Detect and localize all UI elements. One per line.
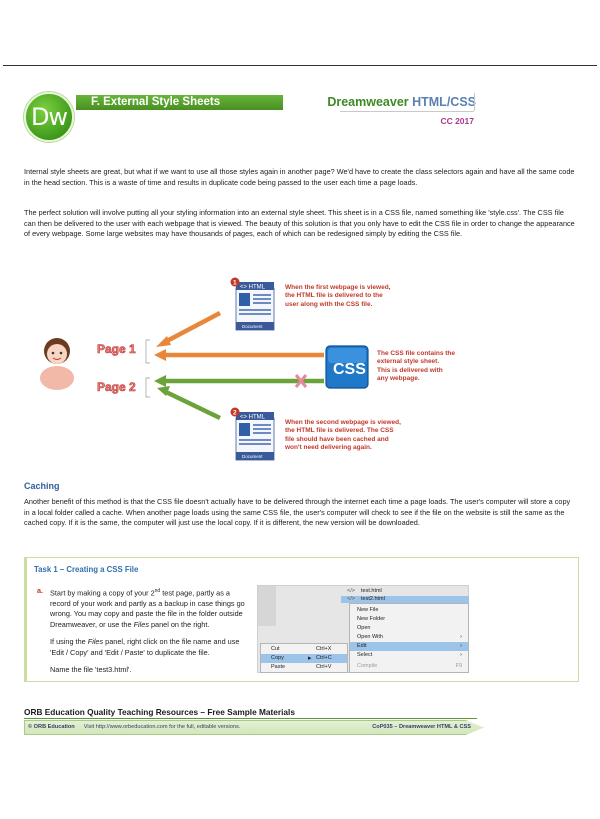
document-caption-1: Document [242, 324, 263, 329]
html-document-icon-1 [231, 278, 275, 331]
menu-item-open-with[interactable] [350, 633, 468, 642]
note-second-line-4: won't need delivering again. [285, 444, 372, 452]
menu-item-new-folder[interactable] [350, 615, 468, 624]
step-badge-2: 2 [233, 409, 237, 417]
document-caption-2: Document [242, 454, 263, 459]
mouse-cursor-icon: ▸ [308, 655, 312, 662]
file-name-test: test.html [361, 588, 382, 594]
note-first-line-3: user along with the CSS file. [285, 300, 373, 308]
menu-item-compile[interactable] [350, 662, 468, 671]
file-name-test2: test2.html [361, 596, 385, 602]
page-2-bracket [146, 378, 150, 397]
intro-paragraph-1: Internal style sheets are great, but what if we want to use all those styles again in another page? We'd have to create the class selectors again and have all the same code in the head section. This is a waste of time and results in duplicate code being passed to the user each time a page loads. [24, 167, 575, 187]
task-p1-files: Files [133, 619, 149, 629]
menu-label: Compile [357, 663, 378, 669]
menu-item-new-file[interactable] [350, 606, 468, 615]
footer-title: ORB Education Quality Teaching Resources – Free Sample Materials [24, 707, 295, 717]
step-badge-1: 1 [233, 279, 237, 287]
chevron-right-icon: › [460, 634, 462, 640]
screenshot-left-panel [258, 586, 276, 626]
page-1-label: Page 1 [97, 342, 136, 356]
menu-item-open[interactable] [350, 624, 468, 633]
menu-shortcut: Ctrl+V [316, 664, 332, 670]
note-first-webpage [285, 284, 390, 309]
menu-label: New Folder [357, 616, 386, 622]
green-arrow-html-to-page2 [157, 386, 220, 418]
brand-title-part2: HTML/CSS [412, 95, 476, 109]
menu-label: Edit [357, 643, 367, 649]
code-file-icon: </> [347, 588, 355, 594]
task-p1-c: panel on the right. [148, 619, 210, 629]
edit-submenu [260, 643, 348, 673]
note-css-line-3: This is delivered with [377, 366, 443, 374]
footer-rule [24, 718, 477, 719]
page-2-label: Page 2 [97, 380, 136, 394]
task-p2-a: If using the [50, 637, 88, 647]
task-p2-files: Files [87, 637, 104, 647]
note-css-line-1: The CSS file contains the [377, 350, 456, 357]
orange-arrow-css-to-page1 [154, 349, 324, 361]
file-row-test[interactable] [341, 588, 469, 595]
task-p1-sup: nd [154, 588, 161, 594]
html-document-icon-2 [231, 408, 275, 461]
css-file-icon [326, 346, 368, 388]
menu-label: New File [357, 607, 379, 613]
chevron-right-icon: › [460, 643, 462, 649]
menu-item-select[interactable] [350, 651, 468, 660]
note-second-line-1: When the second webpage is viewed, [285, 419, 401, 426]
footer-code: CoP035 – Dreamweaver HTML & CSS [372, 724, 471, 730]
task-p1-b: test page, partly as a record of your work and partly as a backup in case things go wrong. You may copy and paste the file in the folder outside Dreamweaver, or use the [50, 588, 245, 629]
menu-item-cut[interactable] [261, 645, 347, 654]
dreamweaver-logo: Dw [24, 92, 74, 142]
version-label: CC 2017 [440, 116, 474, 126]
note-css-line-4: any webpage. [377, 375, 420, 383]
footer-copyright: © ORB Education [28, 724, 75, 730]
menu-label: Copy [271, 655, 284, 661]
menu-label: Open [357, 625, 371, 631]
caching-paragraph: Another benefit of this method is that the CSS file doesn't actually have to be delivered through the internet each time a page loads. The user's computer will store a copy in a local folder called a cache. When another page loads using the same CSS file, the user's computer will check to see if the file on the website is still the same as the cached copy. If it is the same, the computer will just use the local copy. If it is different, the new version will be downloaded. [24, 497, 571, 527]
menu-label: Cut [271, 646, 280, 652]
task-title: Task 1 – Creating a CSS File [34, 565, 139, 574]
html-tag-1: <> HTML [240, 284, 266, 291]
file-row-test2[interactable] [341, 596, 469, 603]
note-second-line-3: file should have been cached and [285, 435, 389, 443]
note-second-webpage [285, 419, 401, 453]
footer-left [28, 724, 240, 730]
user-avatar-icon [40, 338, 74, 390]
task-step-name-file: Name the file 'test3.html'. [50, 665, 132, 675]
menu-label: Select [357, 652, 373, 658]
note-first-line-1: When the first webpage is viewed, [285, 284, 391, 291]
html-tag-2: <> HTML [240, 414, 266, 421]
menu-item-copy[interactable] [261, 654, 347, 663]
orange-arrow-html-to-page1 [156, 313, 220, 347]
note-second-line-2: the HTML file is delivered. The CSS [285, 427, 394, 435]
note-css-line-2: external style sheet. [377, 358, 440, 366]
section-title: F. External Style Sheets [76, 95, 283, 110]
menu-shortcut: F9 [455, 663, 462, 669]
brand-title [327, 95, 476, 109]
task-step-files-panel [50, 637, 248, 658]
menu-item-edit[interactable] [350, 642, 468, 651]
task-letter: a. [37, 586, 44, 595]
note-first-line-2: the HTML file is delivered to the [285, 292, 383, 300]
footer-visit-link[interactable]: Visit http://www.orbeducation.com for the full, editable versions. [83, 724, 241, 730]
menu-label: Paste [271, 664, 286, 670]
brand-underline [340, 111, 474, 112]
caching-heading: Caching [24, 481, 60, 491]
brand-title-part1: Dreamweaver [327, 95, 413, 109]
code-file-icon: </> [347, 596, 355, 602]
intro-paragraph-2: The perfect solution will involve putting all your styling information into an external style sheet. This sheet is in a CSS file, named something like 'style.css'. The CSS file can then be delivered to the user with each webpage that is viewed. The beauty of this solution is that you only have to edit the CSS file in order to change the appearance of every webpage. Some large websites may have thousands of pages, each of which can be redesigned simply by editing the CSS file. [24, 208, 575, 238]
chevron-right-icon: › [460, 652, 462, 658]
css-icon-label: CSS [333, 361, 366, 378]
task-instructions [50, 586, 248, 676]
context-menu-screenshot [257, 585, 469, 673]
task-p1-a: Start by making a copy of your 2 [50, 588, 155, 598]
brand-rule [474, 93, 475, 111]
menu-item-paste[interactable] [261, 663, 347, 672]
page-1-bracket [146, 340, 150, 363]
file-context-menu [349, 603, 469, 673]
task-step-copy [50, 586, 248, 630]
menu-shortcut: Ctrl+X [316, 646, 332, 652]
task-p2-b: panel, right click on the file name and use 'Edit / Copy' and 'Edit / Paste' to duplicate the file. [50, 637, 240, 657]
note-css-file [377, 350, 455, 384]
menu-label: Open With [357, 634, 383, 640]
menu-shortcut: Ctrl+C [316, 655, 332, 661]
